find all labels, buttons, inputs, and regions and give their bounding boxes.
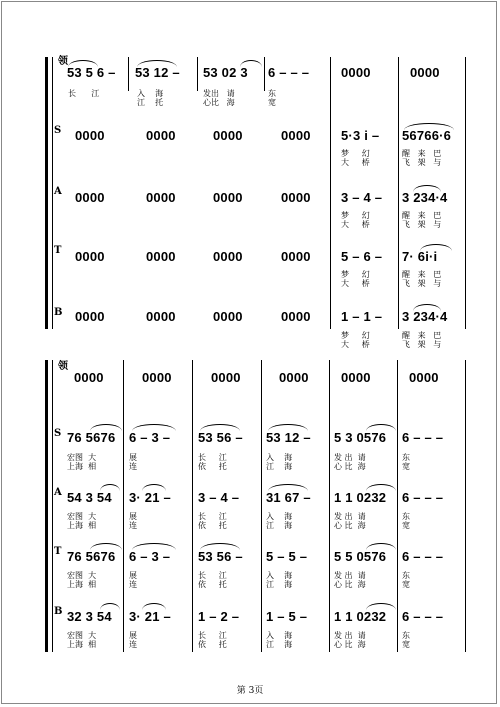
slur — [366, 484, 396, 491]
tenor-lyric: 东 — [402, 571, 410, 580]
soprano-lyric: 飞 架 与 — [402, 158, 442, 167]
bass-measure: 6 – – – — [402, 609, 444, 624]
alto-measure: 1 1 0232 — [334, 490, 387, 505]
part-label-a: A — [54, 487, 62, 498]
soprano-lyric: 入 海 — [266, 453, 293, 462]
tenor-measure: 6 – 3 – — [129, 549, 171, 564]
bass-measure: 3· 21 – — [129, 609, 171, 624]
slur — [132, 424, 176, 431]
alto-lyric: 上海 相 — [67, 521, 97, 530]
soprano-measure-5: 5·3 i – — [341, 128, 380, 143]
rest: 0000 — [281, 190, 311, 205]
part-label-s: S — [54, 125, 62, 136]
lead-lyric-6: 心比 海 — [203, 98, 235, 107]
slur — [268, 484, 308, 491]
barline — [465, 360, 466, 652]
alto-measure: 6 – – – — [402, 490, 444, 505]
alto-lyric: 大 桥 — [341, 220, 370, 229]
tenor-lyric: 醒 来 巴 — [402, 270, 442, 279]
tenor-lyric: 宽 — [402, 580, 410, 589]
rest: 0000 — [75, 309, 105, 324]
lead-lyric-4: 东 — [268, 89, 276, 98]
tenor-lyric: 江 海 — [266, 580, 293, 589]
bass-lyric: 大 桥 — [341, 340, 370, 349]
slur — [90, 543, 122, 550]
tenor-measure: 6 – – – — [402, 549, 444, 564]
alto-lyric: 东 — [402, 512, 410, 521]
alto-measure: 3· 21 – — [129, 490, 171, 505]
bass-lyric: 上海 相 — [67, 640, 97, 649]
tenor-lyric: 展 — [129, 571, 137, 580]
alto-lyric: 心 比 海 — [334, 521, 366, 530]
soprano-lyric: 上海 相 — [67, 462, 97, 471]
soprano-lyric: 展 — [129, 453, 137, 462]
soprano-lyric: 心 比 海 — [334, 462, 366, 471]
lead-lyric-5: 江 托 — [137, 98, 164, 107]
soprano-lyric: 宏图 大 — [67, 453, 97, 462]
tenor-lyric: 发 出 请 — [334, 571, 366, 580]
alto-lyric: 飞 架 与 — [402, 220, 442, 229]
soprano-measure: 53 56 – — [198, 430, 243, 445]
lead-lyric-3: 发出 请 — [203, 89, 235, 98]
bass-lyric: 长 江 — [198, 631, 227, 640]
tenor-lyric: 依 托 — [198, 580, 227, 589]
rest: 0000 — [142, 370, 172, 385]
bass-lyric: 依 托 — [198, 640, 227, 649]
rest: 0000 — [146, 249, 176, 264]
slur — [366, 424, 396, 431]
bass-lyric: 东 — [402, 631, 410, 640]
lead-measure-2: 53 12 – — [135, 65, 180, 80]
alto-measure: 3 – 4 – — [198, 490, 240, 505]
bass-lyric: 发 出 请 — [334, 631, 366, 640]
slur — [366, 543, 396, 550]
alto-measure-5: 3 – 4 – — [341, 190, 383, 205]
slur — [100, 484, 120, 491]
alto-lyric: 连 — [129, 521, 137, 530]
alto-lyric: 醒 来 巴 — [402, 211, 442, 220]
slur — [132, 543, 176, 550]
soprano-measure: 5 3 0576 — [334, 430, 387, 445]
rest: 0000 — [146, 128, 176, 143]
barline — [329, 360, 330, 652]
part-label-t: T — [54, 245, 62, 256]
tenor-measure: 76 5676 — [67, 549, 116, 564]
soprano-lyric: 东 — [402, 453, 410, 462]
tenor-lyric: 入 海 — [266, 571, 293, 580]
rest: 0000 — [281, 128, 311, 143]
lead-lyric-1: 长 江 — [68, 89, 100, 98]
soprano-lyric: 大 桥 — [341, 158, 370, 167]
alto-measure: 54 3 54 — [67, 490, 112, 505]
soprano-measure-6: 56766·6 — [402, 128, 452, 143]
barline — [123, 360, 124, 652]
slur — [200, 543, 240, 550]
soprano-lyric: 长 江 — [198, 453, 227, 462]
soprano-lyric: 发 出 请 — [334, 453, 366, 462]
barline — [52, 360, 53, 652]
bass-lyric: 飞 架 与 — [402, 340, 442, 349]
bass-measure: 32 3 54 — [67, 609, 112, 624]
lead-lyric-2: 入 海 — [137, 89, 164, 98]
alto-lyric: 发 出 请 — [334, 512, 366, 521]
slur — [100, 603, 120, 610]
soprano-lyric: 梦 幻 — [341, 149, 370, 158]
bass-lyric: 入 海 — [266, 631, 293, 640]
bass-lyric: 宽 — [402, 640, 410, 649]
soprano-measure: 6 – 3 – — [129, 430, 171, 445]
part-label-b: B — [54, 606, 63, 617]
slur — [90, 424, 122, 431]
bass-measure: 1 – 2 – — [198, 609, 240, 624]
rest: 0000 — [75, 249, 105, 264]
alto-measure: 31 67 – — [266, 490, 311, 505]
rest: 0000 — [341, 370, 371, 385]
lead-lyric-7: 宽 — [268, 98, 276, 107]
bass-measure-6: 3 234·4 — [402, 309, 448, 324]
rest: 0000 — [213, 128, 243, 143]
bass-lyric: 梦 幻 — [341, 331, 370, 340]
part-label-lead: 领 — [58, 361, 68, 372]
rest: 0000 — [279, 370, 309, 385]
tenor-measure-6: 7· 6i·i — [402, 249, 438, 264]
tenor-measure: 5 – 5 – — [266, 549, 308, 564]
alto-measure-6: 3 234·4 — [402, 190, 448, 205]
part-label-s: S — [54, 428, 62, 439]
tenor-measure: 53 56 – — [198, 549, 243, 564]
part-label-a: A — [54, 186, 62, 197]
tenor-measure-5: 5 – 6 – — [341, 249, 383, 264]
rest: 0000 — [281, 249, 311, 264]
soprano-lyric: 依 托 — [198, 462, 227, 471]
alto-lyric: 展 — [129, 512, 137, 521]
rest: 0000 — [409, 370, 439, 385]
bass-lyric: 心 比 海 — [334, 640, 366, 649]
part-label-t: T — [54, 546, 62, 557]
bass-measure-5: 1 – 1 – — [341, 309, 383, 324]
alto-lyric: 长 江 — [198, 512, 227, 521]
alto-lyric: 宽 — [402, 521, 410, 530]
soprano-measure: 6 – – – — [402, 430, 444, 445]
soprano-measure: 76 5676 — [67, 430, 116, 445]
part-label-b: B — [54, 307, 63, 318]
bass-measure: 1 – 5 – — [266, 609, 308, 624]
slur — [142, 603, 166, 610]
bass-lyric: 连 — [129, 640, 137, 649]
rest: 0000 — [213, 249, 243, 264]
lead-measure-6: 0000 — [410, 65, 440, 80]
page-number: 第 3页 — [236, 686, 264, 696]
slur — [200, 424, 240, 431]
lead-measure-3: 53 02 3 — [203, 65, 248, 80]
soprano-lyric: 宽 — [402, 462, 410, 471]
soprano-lyric: 连 — [129, 462, 137, 471]
alto-lyric: 江 海 — [266, 521, 293, 530]
tenor-lyric: 宏图 大 — [67, 571, 97, 580]
tenor-lyric: 飞 架 与 — [402, 279, 442, 288]
alto-lyric: 入 海 — [266, 512, 293, 521]
rest: 0000 — [281, 309, 311, 324]
bass-lyric: 江 海 — [266, 640, 293, 649]
tenor-lyric: 连 — [129, 580, 137, 589]
rest: 0000 — [75, 128, 105, 143]
alto-lyric: 依 托 — [198, 521, 227, 530]
part-label-lead: 领 — [58, 56, 68, 67]
soprano-lyric: 江 海 — [266, 462, 293, 471]
bass-lyric: 醒 来 巴 — [402, 331, 442, 340]
barline — [192, 360, 193, 652]
tenor-lyric: 梦 幻 — [341, 270, 370, 279]
system-bracket — [45, 360, 48, 652]
bass-lyric: 宏图 大 — [67, 631, 97, 640]
barline — [397, 360, 398, 652]
lead-measure-4: 6 – – – — [268, 65, 310, 80]
rest: 0000 — [213, 190, 243, 205]
rest: 0000 — [146, 309, 176, 324]
barline — [261, 360, 262, 652]
alto-lyric: 梦 幻 — [341, 211, 370, 220]
slur — [366, 603, 396, 610]
bass-lyric: 展 — [129, 631, 137, 640]
slur — [268, 424, 308, 431]
soprano-lyric: 醒 来 巴 — [402, 149, 442, 158]
soprano-measure: 53 12 – — [266, 430, 311, 445]
rest: 0000 — [74, 370, 104, 385]
rest: 0000 — [213, 309, 243, 324]
slur — [142, 484, 166, 491]
rest: 0000 — [211, 370, 241, 385]
rest: 0000 — [146, 190, 176, 205]
tenor-lyric: 上海 相 — [67, 580, 97, 589]
tenor-lyric: 大 桥 — [341, 279, 370, 288]
tenor-lyric: 长 江 — [198, 571, 227, 580]
tenor-measure: 5 5 0576 — [334, 549, 387, 564]
tenor-lyric: 心 比 海 — [334, 580, 366, 589]
lead-measure-5: 0000 — [341, 65, 371, 80]
lead-measure-1: 53 5 6 – — [67, 65, 116, 80]
bass-measure: 1 1 0232 — [334, 609, 387, 624]
rest: 0000 — [75, 190, 105, 205]
alto-lyric: 宏图 大 — [67, 512, 97, 521]
